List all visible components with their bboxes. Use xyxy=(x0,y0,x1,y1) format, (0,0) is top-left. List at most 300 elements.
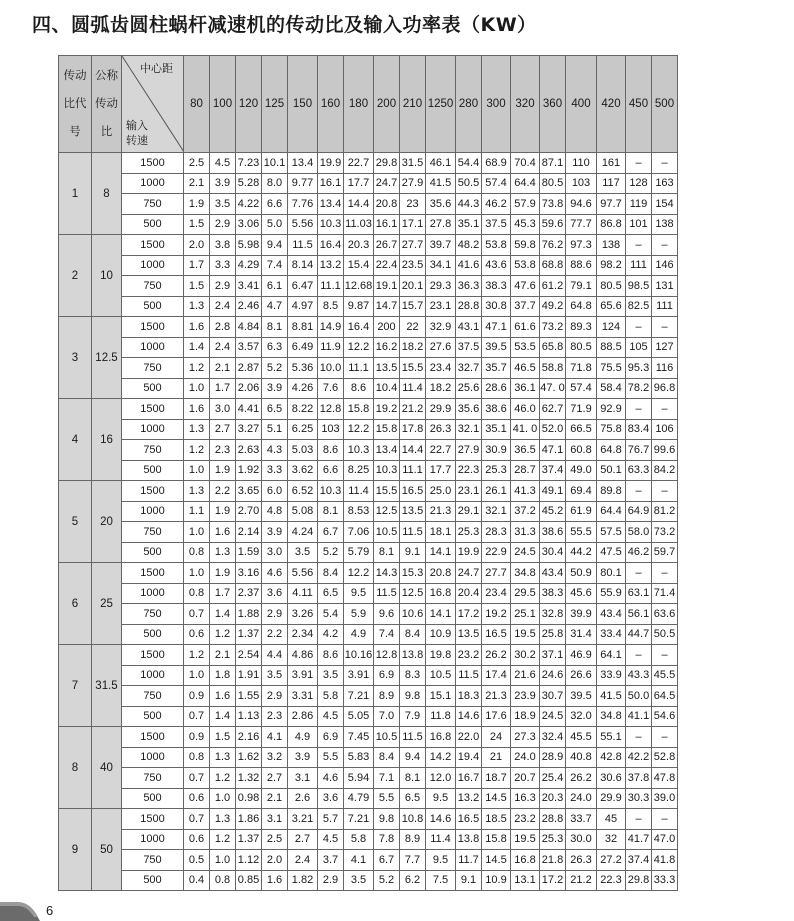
power-value: 55.5 xyxy=(566,522,597,543)
power-value: 2.87 xyxy=(236,358,262,379)
header-distance: 360 xyxy=(540,56,566,153)
power-value: 5.08 xyxy=(288,501,318,522)
table-row xyxy=(59,768,678,789)
power-value: 4.6 xyxy=(262,563,288,584)
power-value: 105 xyxy=(626,337,652,358)
power-value: 80.5 xyxy=(540,173,566,194)
power-value: 10.3 xyxy=(318,214,344,235)
power-value: 19.9 xyxy=(456,542,482,563)
power-value: 5.56 xyxy=(288,214,318,235)
power-value: 16.1 xyxy=(318,173,344,194)
power-value: 28.3 xyxy=(482,522,511,543)
power-value: 34.1 xyxy=(426,255,456,276)
power-value: 43.3 xyxy=(626,665,652,686)
power-value: 43.1 xyxy=(456,317,482,338)
power-value: 28.6 xyxy=(482,378,511,399)
power-value: 2.9 xyxy=(210,214,236,235)
power-value: 12.8 xyxy=(374,645,400,666)
input-speed: 750 xyxy=(122,686,184,707)
power-value: 47.1 xyxy=(482,317,511,338)
power-value: 8.1 xyxy=(374,542,400,563)
power-value: 1.9 xyxy=(184,194,210,215)
power-value: 19.5 xyxy=(511,829,540,850)
power-value: 0.8 xyxy=(184,583,210,604)
power-value: 63.1 xyxy=(626,583,652,604)
power-value: 17.4 xyxy=(482,665,511,686)
power-value: 32.4 xyxy=(540,727,566,748)
power-value: 37.1 xyxy=(540,645,566,666)
header-distance: 400 xyxy=(566,56,597,153)
power-value: 2.0 xyxy=(262,850,288,871)
power-value: 5.7 xyxy=(318,809,344,830)
power-value: 5.5 xyxy=(374,788,400,809)
power-value: 25.0 xyxy=(426,481,456,502)
power-value: 62.7 xyxy=(540,399,566,420)
power-value: 1.6 xyxy=(184,399,210,420)
power-value: – xyxy=(652,399,678,420)
power-value: 24.7 xyxy=(374,173,400,194)
input-speed: 750 xyxy=(122,604,184,625)
power-value: 1.12 xyxy=(236,850,262,871)
power-value: 98.5 xyxy=(626,276,652,297)
power-value: 3.5 xyxy=(318,665,344,686)
table-row xyxy=(59,706,678,727)
power-value: 2.9 xyxy=(318,870,344,891)
power-value: 32.7 xyxy=(456,358,482,379)
power-value: – xyxy=(626,645,652,666)
power-value: 19.4 xyxy=(456,747,482,768)
power-value: 65.6 xyxy=(597,296,626,317)
power-value: 4.84 xyxy=(236,317,262,338)
power-value: 46.1 xyxy=(426,153,456,174)
power-value: 8.6 xyxy=(318,440,344,461)
power-value: 1.55 xyxy=(236,686,262,707)
power-value: 58.0 xyxy=(626,522,652,543)
input-speed: 500 xyxy=(122,296,184,317)
power-value: 31.5 xyxy=(400,153,426,174)
power-value: 17.7 xyxy=(426,460,456,481)
power-value: 32 xyxy=(597,829,626,850)
power-value: 1.0 xyxy=(184,378,210,399)
power-value: 13.4 xyxy=(288,153,318,174)
power-value: 15.5 xyxy=(400,358,426,379)
input-speed: 1500 xyxy=(122,399,184,420)
power-value: 15.1 xyxy=(426,686,456,707)
input-speed: 500 xyxy=(122,542,184,563)
input-speed: 1000 xyxy=(122,583,184,604)
power-value: 49.0 xyxy=(566,460,597,481)
table-row xyxy=(59,542,678,563)
power-value: – xyxy=(626,235,652,256)
power-value: 5.98 xyxy=(236,235,262,256)
power-value: 24.6 xyxy=(540,665,566,686)
table-row xyxy=(59,358,678,379)
power-value: 57.4 xyxy=(482,173,511,194)
power-value: 6.6 xyxy=(262,194,288,215)
power-value: 1.62 xyxy=(236,747,262,768)
power-value: 1.6 xyxy=(184,317,210,338)
header-distance: 500 xyxy=(652,56,678,153)
power-value: 12.2 xyxy=(344,419,374,440)
power-value: 1.2 xyxy=(184,645,210,666)
power-value: 48.2 xyxy=(456,235,482,256)
header-distance: 210 xyxy=(400,56,426,153)
power-value: 63.3 xyxy=(626,460,652,481)
power-value: 1.9 xyxy=(210,501,236,522)
power-value: 3.8 xyxy=(210,235,236,256)
power-value: 6.5 xyxy=(400,788,426,809)
power-value: 2.7 xyxy=(210,419,236,440)
power-value: 8.1 xyxy=(318,501,344,522)
header-distance: 1250 xyxy=(426,56,456,153)
power-value: 11.03 xyxy=(344,214,374,235)
power-value: 4.86 xyxy=(288,645,318,666)
power-value: 24.0 xyxy=(511,747,540,768)
power-value: 5.03 xyxy=(288,440,318,461)
power-value: 2.7 xyxy=(288,829,318,850)
power-value: 138 xyxy=(597,235,626,256)
power-value: 9.87 xyxy=(344,296,374,317)
power-value: 63.6 xyxy=(652,604,678,625)
power-value: 27.7 xyxy=(400,235,426,256)
input-speed: 1000 xyxy=(122,829,184,850)
power-value: 128 xyxy=(626,173,652,194)
power-value: 10.1 xyxy=(262,153,288,174)
ratio-code: 8 xyxy=(59,727,92,809)
power-value: 80.1 xyxy=(597,563,626,584)
power-value: 4.41 xyxy=(236,399,262,420)
power-value: 61.6 xyxy=(511,317,540,338)
power-value: 6.1 xyxy=(262,276,288,297)
power-value: 37.5 xyxy=(456,337,482,358)
power-value: 23.2 xyxy=(456,645,482,666)
power-value: 14.3 xyxy=(374,563,400,584)
power-value: 12.0 xyxy=(426,768,456,789)
power-value: 1.86 xyxy=(236,809,262,830)
power-value: 0.8 xyxy=(184,542,210,563)
ratio-code: 7 xyxy=(59,645,92,727)
table-row xyxy=(59,788,678,809)
power-value: 29.5 xyxy=(511,583,540,604)
power-value: 23.9 xyxy=(511,686,540,707)
table-row xyxy=(59,214,678,235)
power-value: 4.26 xyxy=(288,378,318,399)
power-value: 97.7 xyxy=(597,194,626,215)
power-value: 49.2 xyxy=(540,296,566,317)
power-value: 18.5 xyxy=(482,809,511,830)
power-value: 53.8 xyxy=(482,235,511,256)
input-speed: 750 xyxy=(122,768,184,789)
input-speed: 750 xyxy=(122,358,184,379)
power-value: 8.22 xyxy=(288,399,318,420)
input-speed: 1500 xyxy=(122,153,184,174)
power-value: 43.4 xyxy=(540,563,566,584)
power-value: 19.5 xyxy=(511,624,540,645)
power-value: 28.7 xyxy=(511,460,540,481)
power-value: 23 xyxy=(400,194,426,215)
power-value: 26.1 xyxy=(482,481,511,502)
power-value: 3.7 xyxy=(318,850,344,871)
power-value: 8.1 xyxy=(262,317,288,338)
power-value: 6.5 xyxy=(318,583,344,604)
power-value: 1.4 xyxy=(210,706,236,727)
power-value: 53.8 xyxy=(511,255,540,276)
power-value: 10.8 xyxy=(400,809,426,830)
power-value: 3.62 xyxy=(288,460,318,481)
table-row xyxy=(59,378,678,399)
power-value: 12.2 xyxy=(344,563,374,584)
power-value: 13.1 xyxy=(511,870,540,891)
power-value: 11.5 xyxy=(456,665,482,686)
power-value: 116 xyxy=(652,358,678,379)
power-value: 25.3 xyxy=(456,522,482,543)
power-value: 50.5 xyxy=(456,173,482,194)
input-speed: 1000 xyxy=(122,419,184,440)
power-value: 10.9 xyxy=(482,870,511,891)
power-value: 35.1 xyxy=(456,214,482,235)
header-distance: 280 xyxy=(456,56,482,153)
power-value: 19.1 xyxy=(374,276,400,297)
power-value: 84.2 xyxy=(652,460,678,481)
power-value: 14.9 xyxy=(318,317,344,338)
power-value: 54.4 xyxy=(456,153,482,174)
power-value: 5.0 xyxy=(262,214,288,235)
power-value: 23.4 xyxy=(482,583,511,604)
power-value: 14.5 xyxy=(482,788,511,809)
power-value: 25.8 xyxy=(540,624,566,645)
power-value: 16.1 xyxy=(374,214,400,235)
power-value: 5.56 xyxy=(288,563,318,584)
power-value: 8.4 xyxy=(318,563,344,584)
power-value: 41. 0 xyxy=(511,419,540,440)
power-value: 1.3 xyxy=(210,809,236,830)
power-value: 44.7 xyxy=(626,624,652,645)
power-value: 21.3 xyxy=(482,686,511,707)
header-distance: 320 xyxy=(511,56,540,153)
power-value: 2.63 xyxy=(236,440,262,461)
power-value: 42.2 xyxy=(626,747,652,768)
power-value: 11.4 xyxy=(400,378,426,399)
power-value: 76.7 xyxy=(626,440,652,461)
power-value: 2.37 xyxy=(236,583,262,604)
power-value: 1.0 xyxy=(184,563,210,584)
power-value: 12.5 xyxy=(400,583,426,604)
power-value: 8.5 xyxy=(318,296,344,317)
header-distance: 450 xyxy=(626,56,652,153)
power-value: 11.5 xyxy=(400,522,426,543)
power-value: 2.9 xyxy=(210,276,236,297)
power-value: 45.3 xyxy=(511,214,540,235)
power-value: 6.5 xyxy=(262,399,288,420)
power-value: 37.8 xyxy=(626,768,652,789)
power-value: 28.8 xyxy=(540,809,566,830)
power-value: 7.9 xyxy=(400,706,426,727)
power-value: 16.7 xyxy=(456,768,482,789)
power-value: 71.8 xyxy=(566,358,597,379)
table-row xyxy=(59,563,678,584)
power-value: 103 xyxy=(566,173,597,194)
power-value: 16.8 xyxy=(511,850,540,871)
power-value: 3.1 xyxy=(262,809,288,830)
power-value: 3.6 xyxy=(318,788,344,809)
power-value: 7.21 xyxy=(344,686,374,707)
power-value: 10.3 xyxy=(374,460,400,481)
power-value: 1.6 xyxy=(262,870,288,891)
power-value: 64.9 xyxy=(626,501,652,522)
power-value: 76.2 xyxy=(540,235,566,256)
power-value: 18.2 xyxy=(426,378,456,399)
power-value: 68.8 xyxy=(540,255,566,276)
ratio-code: 1 xyxy=(59,153,92,235)
power-value: 97.3 xyxy=(566,235,597,256)
power-value: 4.3 xyxy=(262,440,288,461)
power-value: 69.4 xyxy=(566,481,597,502)
power-value: 43.6 xyxy=(482,255,511,276)
power-value: 8.3 xyxy=(400,665,426,686)
power-value: 0.8 xyxy=(184,747,210,768)
power-value: 19.2 xyxy=(374,399,400,420)
power-value: 58.4 xyxy=(597,378,626,399)
power-value: 5.8 xyxy=(318,686,344,707)
power-value: 8.25 xyxy=(344,460,374,481)
power-value: 6.0 xyxy=(262,481,288,502)
power-value: 2.16 xyxy=(236,727,262,748)
power-value: 2.3 xyxy=(210,440,236,461)
power-value: 15.7 xyxy=(400,296,426,317)
power-value: 13.2 xyxy=(318,255,344,276)
power-value: 106 xyxy=(652,419,678,440)
power-value: 29.3 xyxy=(426,276,456,297)
power-value: 7.7 xyxy=(400,850,426,871)
power-value: 30.3 xyxy=(626,788,652,809)
power-value: 23.5 xyxy=(400,255,426,276)
nominal-ratio: 20 xyxy=(92,481,122,563)
power-value: 27.3 xyxy=(511,727,540,748)
power-value: 0.6 xyxy=(184,788,210,809)
power-value: 52.0 xyxy=(540,419,566,440)
power-value: 57.5 xyxy=(597,522,626,543)
power-value: 3.27 xyxy=(236,419,262,440)
power-value: 47.0 xyxy=(652,829,678,850)
power-value: 14.6 xyxy=(426,809,456,830)
power-value: 47.8 xyxy=(652,768,678,789)
power-value: 0.9 xyxy=(184,686,210,707)
input-speed: 750 xyxy=(122,440,184,461)
power-value: 7.21 xyxy=(344,809,374,830)
power-value: 66.5 xyxy=(566,419,597,440)
table-row xyxy=(59,747,678,768)
table-row xyxy=(59,399,678,420)
power-value: 4.29 xyxy=(236,255,262,276)
table-row xyxy=(59,604,678,625)
ratio-code: 2 xyxy=(59,235,92,317)
power-value: 5.1 xyxy=(262,419,288,440)
power-value: 8.81 xyxy=(288,317,318,338)
ratio-code: 9 xyxy=(59,809,92,891)
power-value: 3.65 xyxy=(236,481,262,502)
power-value: 9.5 xyxy=(426,850,456,871)
power-value: 8.9 xyxy=(400,829,426,850)
power-value: 27.9 xyxy=(400,173,426,194)
input-speed: 500 xyxy=(122,706,184,727)
power-value: 1.2 xyxy=(184,358,210,379)
power-value: 2.4 xyxy=(210,337,236,358)
power-value: 16.8 xyxy=(426,727,456,748)
power-value: – xyxy=(626,481,652,502)
nominal-ratio: 10 xyxy=(92,235,122,317)
power-value: 9.1 xyxy=(400,542,426,563)
power-value: 0.6 xyxy=(184,829,210,850)
power-value: 6.9 xyxy=(374,665,400,686)
power-value: 16.5 xyxy=(456,809,482,830)
power-value: 68.9 xyxy=(482,153,511,174)
power-value: 17.8 xyxy=(400,419,426,440)
power-value: 27.6 xyxy=(426,337,456,358)
power-value: 50.1 xyxy=(597,460,626,481)
power-value: 59.8 xyxy=(511,235,540,256)
power-value: 16.5 xyxy=(482,624,511,645)
nominal-ratio: 50 xyxy=(92,809,122,891)
ratio-code: 4 xyxy=(59,399,92,481)
power-value: 55.9 xyxy=(597,583,626,604)
power-value: – xyxy=(652,809,678,830)
power-value: 0.7 xyxy=(184,706,210,727)
power-value: 7.4 xyxy=(374,624,400,645)
power-value: 20.3 xyxy=(540,788,566,809)
power-value: 24.7 xyxy=(456,563,482,584)
power-value: 4.5 xyxy=(210,153,236,174)
power-value: 11.5 xyxy=(400,727,426,748)
power-value: 3.9 xyxy=(262,522,288,543)
input-speed: 1500 xyxy=(122,727,184,748)
power-value: 1.59 xyxy=(236,542,262,563)
power-value: 17.6 xyxy=(482,706,511,727)
power-value: 20.3 xyxy=(344,235,374,256)
power-value: 119 xyxy=(626,194,652,215)
power-value: 5.9 xyxy=(344,604,374,625)
power-value: 5.36 xyxy=(288,358,318,379)
power-value: 89.8 xyxy=(597,481,626,502)
power-value: 4.1 xyxy=(262,727,288,748)
power-value: 24.5 xyxy=(511,542,540,563)
power-value: 78.2 xyxy=(626,378,652,399)
power-value: 12.2 xyxy=(344,337,374,358)
power-value: 26.3 xyxy=(426,419,456,440)
power-value: 16.2 xyxy=(374,337,400,358)
nominal-ratio: 25 xyxy=(92,563,122,645)
power-value: 99.6 xyxy=(652,440,678,461)
table-row xyxy=(59,829,678,850)
power-value: 41.5 xyxy=(597,686,626,707)
power-value: 3.57 xyxy=(236,337,262,358)
input-speed: 500 xyxy=(122,460,184,481)
header-distance: 100 xyxy=(210,56,236,153)
power-value: 3.21 xyxy=(288,809,318,830)
power-value: 29.9 xyxy=(426,399,456,420)
power-value: 23.2 xyxy=(511,809,540,830)
input-speed: 1000 xyxy=(122,747,184,768)
power-value: 59.7 xyxy=(652,542,678,563)
power-value: 1.2 xyxy=(210,768,236,789)
power-value: 50.0 xyxy=(626,686,652,707)
input-speed: 750 xyxy=(122,522,184,543)
power-value: 24.0 xyxy=(566,788,597,809)
power-value: 11.5 xyxy=(288,235,318,256)
input-speed: 750 xyxy=(122,276,184,297)
power-value: 21.2 xyxy=(400,399,426,420)
power-value: 39.7 xyxy=(426,235,456,256)
header-distance: 180 xyxy=(344,56,374,153)
